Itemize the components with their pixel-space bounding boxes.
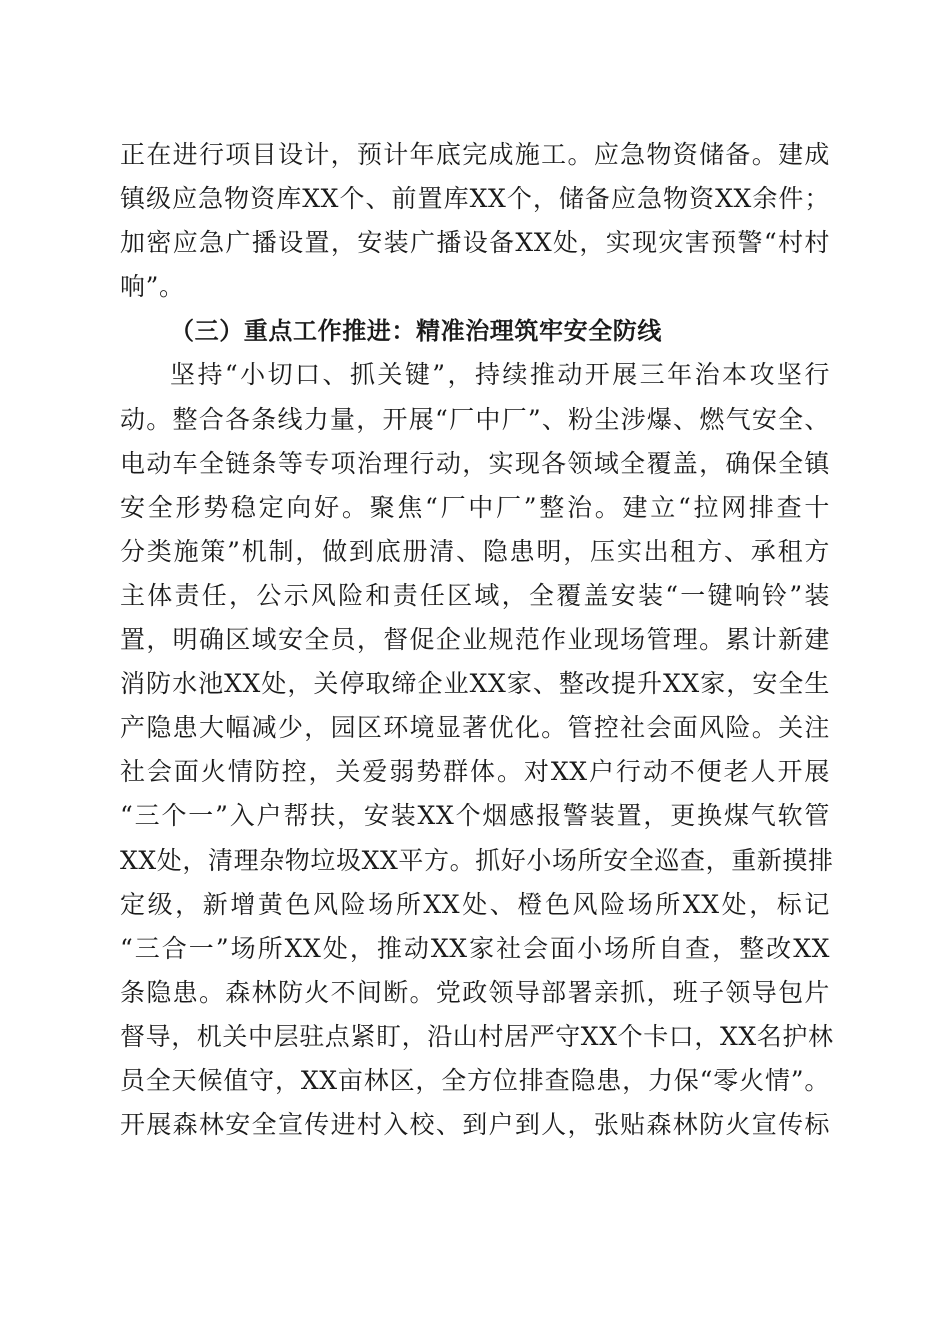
paragraph-line: 定级，新增黄色风险场所XX处、橙色风险场所XX处，标记 [120,889,830,919]
paragraph-1 [120,133,830,309]
paragraph-line: 动。整合各条线力量，开展“厂中厂”、粉尘涉爆、燃气安全、 [120,404,830,434]
paragraph-line: 开展森林安全宣传进村入校、到户到人，张贴森林防火宣传标 [120,1110,830,1140]
paragraph-line: 镇级应急物资库XX个、前置库XX个，储备应急物资XX余件； [120,184,830,214]
paragraph-line: 督导，机关中层驻点紧盯，沿山村居严守XX个卡口，XX名护林 [120,1021,834,1051]
paragraph-line: 电动车全链条等专项治理行动，实现各领域全覆盖，确保全镇 [120,448,830,478]
paragraph-line: 响”。 [120,272,185,302]
paragraph-line: “三个一”入户帮扶，安装XX个烟感报警装置，更换煤气软管 [120,801,830,831]
paragraph-2 [120,353,834,1147]
paragraph-line: 坚持“小切口、抓关键”，持续推动开展三年治本攻坚行 [170,360,830,390]
paragraph-line: 产隐患大幅减少，园区环境显著优化。管控社会面风险。关注 [120,713,830,743]
paragraph-line: “三合一”场所XX处，推动XX家社会面小场所自查，整改XX [120,933,830,963]
paragraph-line: 正在进行项目设计，预计年底完成施工。应急物资储备。建成 [120,140,830,169]
document-body [120,133,834,1147]
paragraph-line: 主体责任，公示风险和责任区域，全覆盖安装“一键响铃”装 [120,580,830,610]
paragraph-line: 安全形势稳定向好。聚焦“厂中厂”整治。建立“拉网排查十 [120,492,830,522]
paragraph-line: 加密应急广播设置，安装广播设备XX处，实现灾害预警“村村 [120,228,830,258]
paragraph-line: 置，明确区域安全员，督促企业规范作业现场管理。累计新建 [120,625,830,655]
section-heading: （三）重点工作推进：精准治理筑牢安全防线 [170,317,662,346]
paragraph-line: 社会面火情防控，关爱弱势群体。对XX户行动不便老人开展 [120,757,830,787]
paragraph-line: 条隐患。森林防火不间断。党政领导部署亲抓，班子领导包片 [120,977,830,1007]
paragraph-line: 消防水池XX处，关停取缔企业XX家、整改提升XX家，安全生 [120,669,830,699]
paragraph-line: 员全天候值守，XX亩林区，全方位排查隐患，力保“零火情”。 [120,1065,830,1095]
paragraph-line: XX处，清理杂物垃圾XX平方。抓好小场所安全巡查，重新摸排 [120,845,834,875]
paragraph-line: 分类施策”机制，做到底册清、隐患明，压实出租方、承租方 [120,536,830,566]
